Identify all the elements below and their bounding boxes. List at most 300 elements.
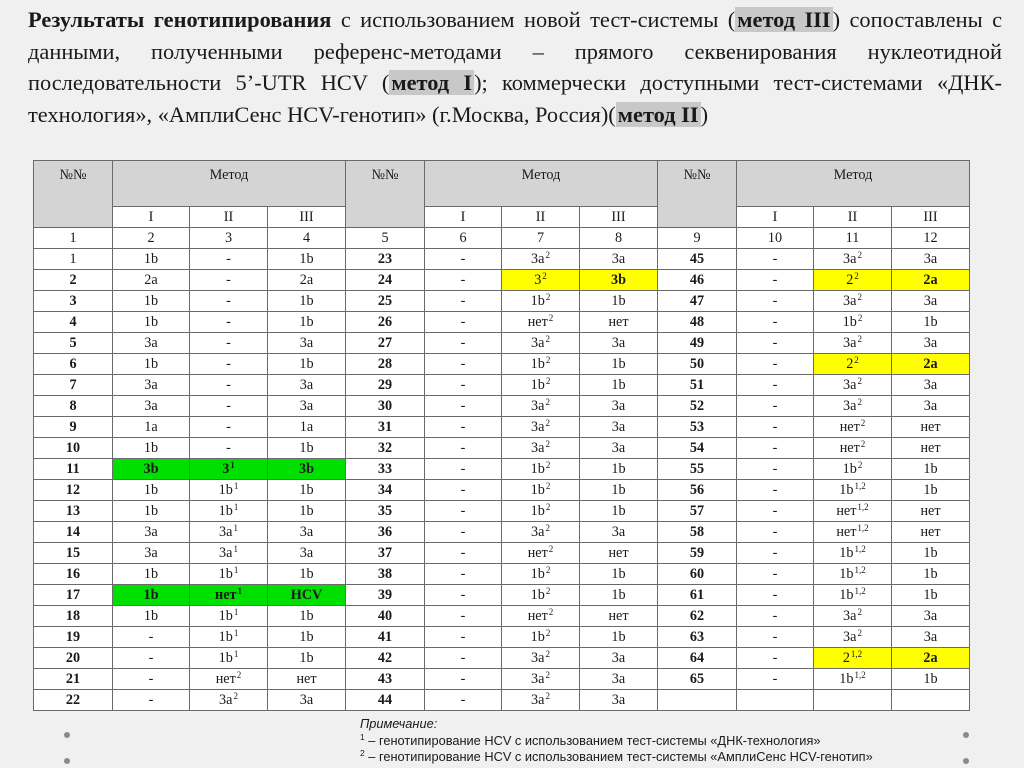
cell-value: 1b (530, 355, 545, 372)
footnote-marker: 2 (233, 690, 238, 701)
genotype-cell (737, 606, 814, 627)
genotype-cell (268, 396, 346, 417)
footnote-marker: 2 (857, 606, 862, 617)
cell-value: 1b (923, 460, 938, 477)
num-header: №№ (346, 161, 425, 228)
genotype-cell (502, 291, 580, 312)
sample-number-cell (346, 438, 425, 459)
cell-value: 3b (611, 271, 626, 288)
cell-value: - (772, 544, 778, 561)
genotype-cell (814, 312, 892, 333)
genotype-cell (190, 669, 268, 690)
cell-value: 2 (846, 355, 854, 372)
genotype-cell (190, 627, 268, 648)
note-2-text: – генотипирование HCV с использованием тест-системы «АмплиСенс HCV-генотип» (364, 749, 873, 764)
cell-value: 3a (843, 250, 857, 267)
genotype-cell (737, 438, 814, 459)
genotype-cell (113, 270, 190, 291)
sample-number-cell (346, 291, 425, 312)
cell-value: - (460, 481, 466, 498)
cell-value: - (460, 670, 466, 687)
genotype-cell (892, 417, 970, 438)
sample-number-cell (658, 333, 737, 354)
cell-value: 3a (299, 691, 314, 708)
cell-value: 1b (143, 250, 159, 267)
genotype-cell (502, 564, 580, 585)
genotype-cell (814, 249, 892, 270)
sample-number-cell (658, 522, 737, 543)
cell-value: 47 (689, 292, 705, 309)
genotype-cell (113, 669, 190, 690)
footnote-marker: 2 (857, 459, 863, 470)
cell-value: 3a (843, 397, 857, 414)
cell-value: - (772, 334, 778, 351)
cell-value: - (226, 439, 231, 456)
footnote-marker: 1,2 (854, 585, 866, 596)
genotype-cell (502, 627, 580, 648)
cell-value: 1b (923, 586, 938, 603)
cell-value: 2 (69, 271, 77, 288)
genotype-cell (737, 690, 814, 711)
genotype-cell (892, 438, 970, 459)
genotype-cell (190, 396, 268, 417)
note-1-text: – генотипирование HCV с использованием тест-системы «ДНК-технология» (364, 732, 821, 748)
table-row (34, 501, 970, 522)
genotype-cell (113, 438, 190, 459)
table-row (34, 690, 970, 711)
cell-value: 1b (299, 292, 314, 309)
column-index: 3 (190, 228, 268, 249)
cell-value: - (460, 544, 466, 561)
genotype-cell (737, 249, 814, 270)
cell-value: 8 (69, 397, 77, 414)
sample-number-cell (34, 270, 113, 291)
cell-value: - (226, 397, 231, 414)
genotype-cell (814, 396, 892, 417)
sample-number-cell (658, 606, 737, 627)
footnote-marker: 1 (233, 606, 239, 617)
cell-value: 1b (839, 481, 854, 498)
genotype-cell (190, 543, 268, 564)
genotype-cell (190, 585, 268, 606)
cell-value: 3a (531, 334, 545, 351)
cell-value: - (460, 439, 466, 456)
genotype-cell (190, 249, 268, 270)
table-row (34, 291, 970, 312)
cell-value: - (460, 628, 466, 645)
sample-number-cell (34, 333, 113, 354)
cell-value: 3a (219, 544, 233, 561)
footnote-marker: 2 (545, 396, 550, 407)
method-header: Метод (113, 161, 346, 207)
cell-value: 58 (689, 523, 705, 540)
genotype-cell (268, 522, 346, 543)
footnote-marker: 2 (548, 312, 554, 323)
note-2-marker: 2 (360, 748, 365, 758)
cell-value: 3b (299, 460, 314, 477)
genotype-cell (737, 396, 814, 417)
genotype-cell (502, 249, 580, 270)
footnote-marker: 2 (857, 291, 862, 302)
sample-number-cell (658, 585, 737, 606)
genotype-cell (268, 585, 346, 606)
cell-value: 12 (65, 481, 81, 498)
cell-value: 3 (69, 292, 77, 309)
genotype-cell (814, 375, 892, 396)
intro-text-1: с использованием новой тест-системы ( (331, 7, 736, 32)
cell-value: - (460, 691, 466, 708)
footnote-marker: 2 (857, 627, 862, 638)
cell-value: 3a (611, 418, 626, 435)
note-1-marker: 1 (360, 731, 365, 742)
genotype-cell (814, 669, 892, 690)
genotype-cell (425, 270, 502, 291)
sample-number-cell (658, 690, 737, 711)
genotype-cell (580, 396, 658, 417)
genotype-cell (814, 354, 892, 375)
genotype-cell (113, 291, 190, 312)
column-index: 6 (425, 228, 502, 249)
genotype-cell (268, 669, 346, 690)
footnote-marker: 2 (545, 375, 551, 386)
sample-number-cell (658, 480, 737, 501)
genotype-cell (190, 438, 268, 459)
genotype-cell (892, 312, 970, 333)
table-row (34, 480, 970, 501)
footnote-marker: 1 (233, 543, 238, 554)
cell-value: 3a (843, 292, 857, 309)
genotype-cell (268, 606, 346, 627)
bullet-dot (64, 758, 70, 764)
sample-number-cell (346, 375, 425, 396)
cell-value: - (772, 502, 778, 519)
cell-value: 3a (843, 607, 857, 624)
cell-value: нет (215, 586, 237, 603)
footnote-marker: 2 (545, 585, 551, 596)
genotype-cell (502, 417, 580, 438)
genotype-cell (580, 564, 658, 585)
genotype-cell (580, 270, 658, 291)
sample-number-cell (34, 669, 113, 690)
sample-number-cell (346, 480, 425, 501)
table-row (34, 396, 970, 417)
cell-value: 1b (299, 439, 314, 456)
cell-value: 59 (689, 544, 705, 561)
table-row (34, 522, 970, 543)
cell-value: 2 (842, 649, 850, 666)
cell-value: 65 (689, 670, 705, 687)
genotype-cell (268, 312, 346, 333)
genotype-cell (190, 459, 268, 480)
cell-value: 29 (377, 376, 393, 393)
genotype-cell (737, 291, 814, 312)
cell-value: 30 (377, 397, 393, 414)
table-row (34, 669, 970, 690)
genotype-cell (892, 396, 970, 417)
genotype-cell (580, 333, 658, 354)
sample-number-cell (34, 417, 113, 438)
genotype-cell (268, 438, 346, 459)
genotype-cell (425, 501, 502, 522)
cell-value: 14 (65, 523, 81, 540)
sample-number-cell (346, 459, 425, 480)
cell-value: 21 (65, 670, 81, 687)
cell-value: 2 (846, 271, 854, 288)
cell-value: 3a (923, 292, 938, 309)
cell-value: 1b (842, 460, 857, 477)
cell-value: 24 (377, 271, 393, 288)
genotype-cell (814, 291, 892, 312)
cell-value: 3a (531, 439, 545, 456)
genotype-cell (190, 270, 268, 291)
table-notes (360, 716, 873, 766)
sample-number-cell (658, 249, 737, 270)
cell-value: - (460, 250, 466, 267)
cell-value: 1b (839, 544, 854, 561)
genotype-cell (268, 333, 346, 354)
genotype-cell (425, 354, 502, 375)
cell-value: нет (839, 418, 860, 435)
genotype-cell (113, 564, 190, 585)
cell-value: 1b (611, 292, 626, 309)
bullet-dot (963, 758, 969, 764)
footnote-marker: 2 (545, 648, 550, 659)
cell-value: 2a (144, 271, 158, 288)
sample-number-cell (346, 606, 425, 627)
genotype-cell (814, 606, 892, 627)
cell-value: 1b (530, 565, 545, 582)
sample-number-cell (346, 627, 425, 648)
cell-value: - (772, 439, 778, 456)
cell-value: 1b (923, 313, 938, 330)
cell-value: 1b (530, 292, 545, 309)
footnote-marker: 2 (545, 522, 550, 533)
cell-value: - (460, 607, 466, 624)
cell-value: 3a (611, 439, 626, 456)
genotype-cell (814, 417, 892, 438)
sample-number-cell (346, 417, 425, 438)
cell-value: 3a (144, 376, 158, 393)
genotype-cell (892, 669, 970, 690)
genotype-cell (892, 690, 970, 711)
genotype-cell (814, 627, 892, 648)
footnote-marker: 1,2 (857, 522, 869, 533)
genotype-cell (737, 375, 814, 396)
cell-value: нет (920, 418, 941, 435)
sample-number-cell (34, 312, 113, 333)
cell-value: 3a (923, 607, 938, 624)
cell-value: - (460, 397, 466, 414)
bullet-dot (64, 732, 70, 738)
cell-value: - (460, 334, 466, 351)
cell-value: 35 (377, 502, 393, 519)
genotype-cell (580, 480, 658, 501)
intro-text-3: ); коммерчески доступными тест-системами «ДНК-технология», «АмплиСенс HCV-генотип» (г.Москва, Россия)( (28, 70, 1002, 127)
footnote-marker: 1,2 (854, 564, 866, 575)
cell-value: - (772, 460, 778, 477)
cell-value: нет (920, 523, 941, 540)
genotype-cell (892, 627, 970, 648)
method-iii-label: метод III (737, 7, 831, 32)
cell-value: нет (836, 502, 857, 519)
genotype-cell (425, 291, 502, 312)
cell-value: 1b (611, 460, 626, 477)
sample-number-cell (658, 375, 737, 396)
cell-value: - (772, 418, 778, 435)
sample-number-cell (34, 354, 113, 375)
cell-value: - (772, 649, 778, 666)
genotype-cell (425, 648, 502, 669)
genotype-cell (502, 501, 580, 522)
cell-value: нет (920, 502, 941, 519)
footnote-marker: 2 (545, 438, 550, 449)
cell-value: 3 (222, 460, 230, 477)
genotype-cell (268, 291, 346, 312)
cell-value: 1b (530, 628, 545, 645)
num-header: №№ (34, 161, 113, 228)
genotype-cell (502, 648, 580, 669)
cell-value: 40 (377, 607, 393, 624)
cell-value: 1b (611, 586, 626, 603)
cell-value: 23 (377, 250, 393, 267)
column-index: 9 (658, 228, 737, 249)
cell-value: - (460, 460, 466, 477)
method-col-header: II (190, 207, 268, 228)
sample-number-cell (346, 249, 425, 270)
cell-value: 1b (611, 565, 626, 582)
genotype-cell (425, 564, 502, 585)
genotype-cell (580, 585, 658, 606)
cell-value: нет (527, 544, 548, 561)
footnote-marker: 2 (854, 354, 859, 365)
sample-number-cell (346, 333, 425, 354)
cell-value: 1b (218, 565, 233, 582)
cell-value: 1b (299, 565, 314, 582)
cell-value: 46 (689, 271, 705, 288)
cell-value: 54 (689, 439, 705, 456)
cell-value: 5 (69, 334, 77, 351)
genotype-cell (268, 249, 346, 270)
genotype-cell (502, 333, 580, 354)
genotype-cell (113, 585, 190, 606)
genotype-cell (737, 522, 814, 543)
genotype-cell (113, 459, 190, 480)
genotype-cell (814, 648, 892, 669)
cell-value: 3a (611, 523, 626, 540)
cell-value: 1b (839, 586, 854, 603)
sample-number-cell (346, 354, 425, 375)
sample-number-cell (658, 291, 737, 312)
genotype-cell (425, 690, 502, 711)
cell-value: 3a (144, 397, 158, 414)
genotype-cell (580, 648, 658, 669)
genotype-cell (502, 312, 580, 333)
genotype-cell (425, 375, 502, 396)
cell-value: 1b (299, 313, 314, 330)
sample-number-cell (34, 375, 113, 396)
method-col-header: II (814, 207, 892, 228)
sample-number-cell (346, 270, 425, 291)
footnote-marker: 1 (233, 627, 239, 638)
cell-value: - (772, 271, 778, 288)
cell-value: 11 (66, 460, 80, 477)
cell-value: 3a (611, 670, 626, 687)
sample-number-cell (34, 501, 113, 522)
cell-value: нет (527, 607, 548, 624)
genotype-cell (425, 522, 502, 543)
sample-number-cell (658, 459, 737, 480)
genotype-cell (737, 543, 814, 564)
cell-value: 45 (689, 250, 705, 267)
cell-value: 3a (299, 397, 314, 414)
cell-value: нет (608, 313, 629, 330)
genotype-cell (892, 564, 970, 585)
cell-value: - (460, 292, 466, 309)
footnote-marker: 1 (230, 459, 235, 470)
genotype-cell (580, 417, 658, 438)
genotype-cell (268, 354, 346, 375)
cell-value: - (148, 628, 154, 645)
method-header: Метод (737, 161, 970, 207)
genotype-cell (580, 501, 658, 522)
genotype-cell (580, 291, 658, 312)
method-col-header: III (268, 207, 346, 228)
footnote-marker: 2 (545, 690, 550, 701)
cell-value: - (772, 292, 778, 309)
genotype-cell (892, 585, 970, 606)
footnote-marker: 1,2 (854, 543, 866, 554)
genotype-cell (580, 606, 658, 627)
genotype-cell (425, 417, 502, 438)
cell-value: 63 (689, 628, 705, 645)
cell-value: нет (836, 523, 857, 540)
cell-value: нет (920, 439, 941, 456)
intro-paragraph (28, 4, 1002, 130)
genotype-cell (814, 480, 892, 501)
genotype-cell (113, 396, 190, 417)
cell-value: 43 (377, 670, 393, 687)
genotype-cell (502, 354, 580, 375)
footnote-marker: 2 (857, 312, 863, 323)
cell-value: 3a (531, 691, 545, 708)
cell-value: 1b (299, 628, 314, 645)
cell-value: 2a (299, 271, 314, 288)
cell-value: 1b (218, 649, 233, 666)
cell-value: 1b (299, 481, 314, 498)
intro-lead: Результаты генотипирования (28, 7, 332, 32)
table-row (34, 333, 970, 354)
genotype-cell (268, 501, 346, 522)
genotype-cell (113, 648, 190, 669)
genotype-cell (502, 606, 580, 627)
cell-value: - (772, 523, 778, 540)
genotype-cell (113, 627, 190, 648)
genotype-cell (190, 606, 268, 627)
cell-value: 1b (299, 502, 314, 519)
cell-value: 3a (531, 250, 545, 267)
genotype-cell (814, 522, 892, 543)
cell-value: 22 (65, 691, 81, 708)
cell-value: 1b (839, 670, 854, 687)
column-index: 10 (737, 228, 814, 249)
cell-value: 3a (531, 649, 545, 666)
genotype-cell (190, 375, 268, 396)
sample-number-cell (346, 690, 425, 711)
table-row (34, 438, 970, 459)
genotype-cell (502, 396, 580, 417)
sample-number-cell (34, 585, 113, 606)
genotype-cell (892, 543, 970, 564)
